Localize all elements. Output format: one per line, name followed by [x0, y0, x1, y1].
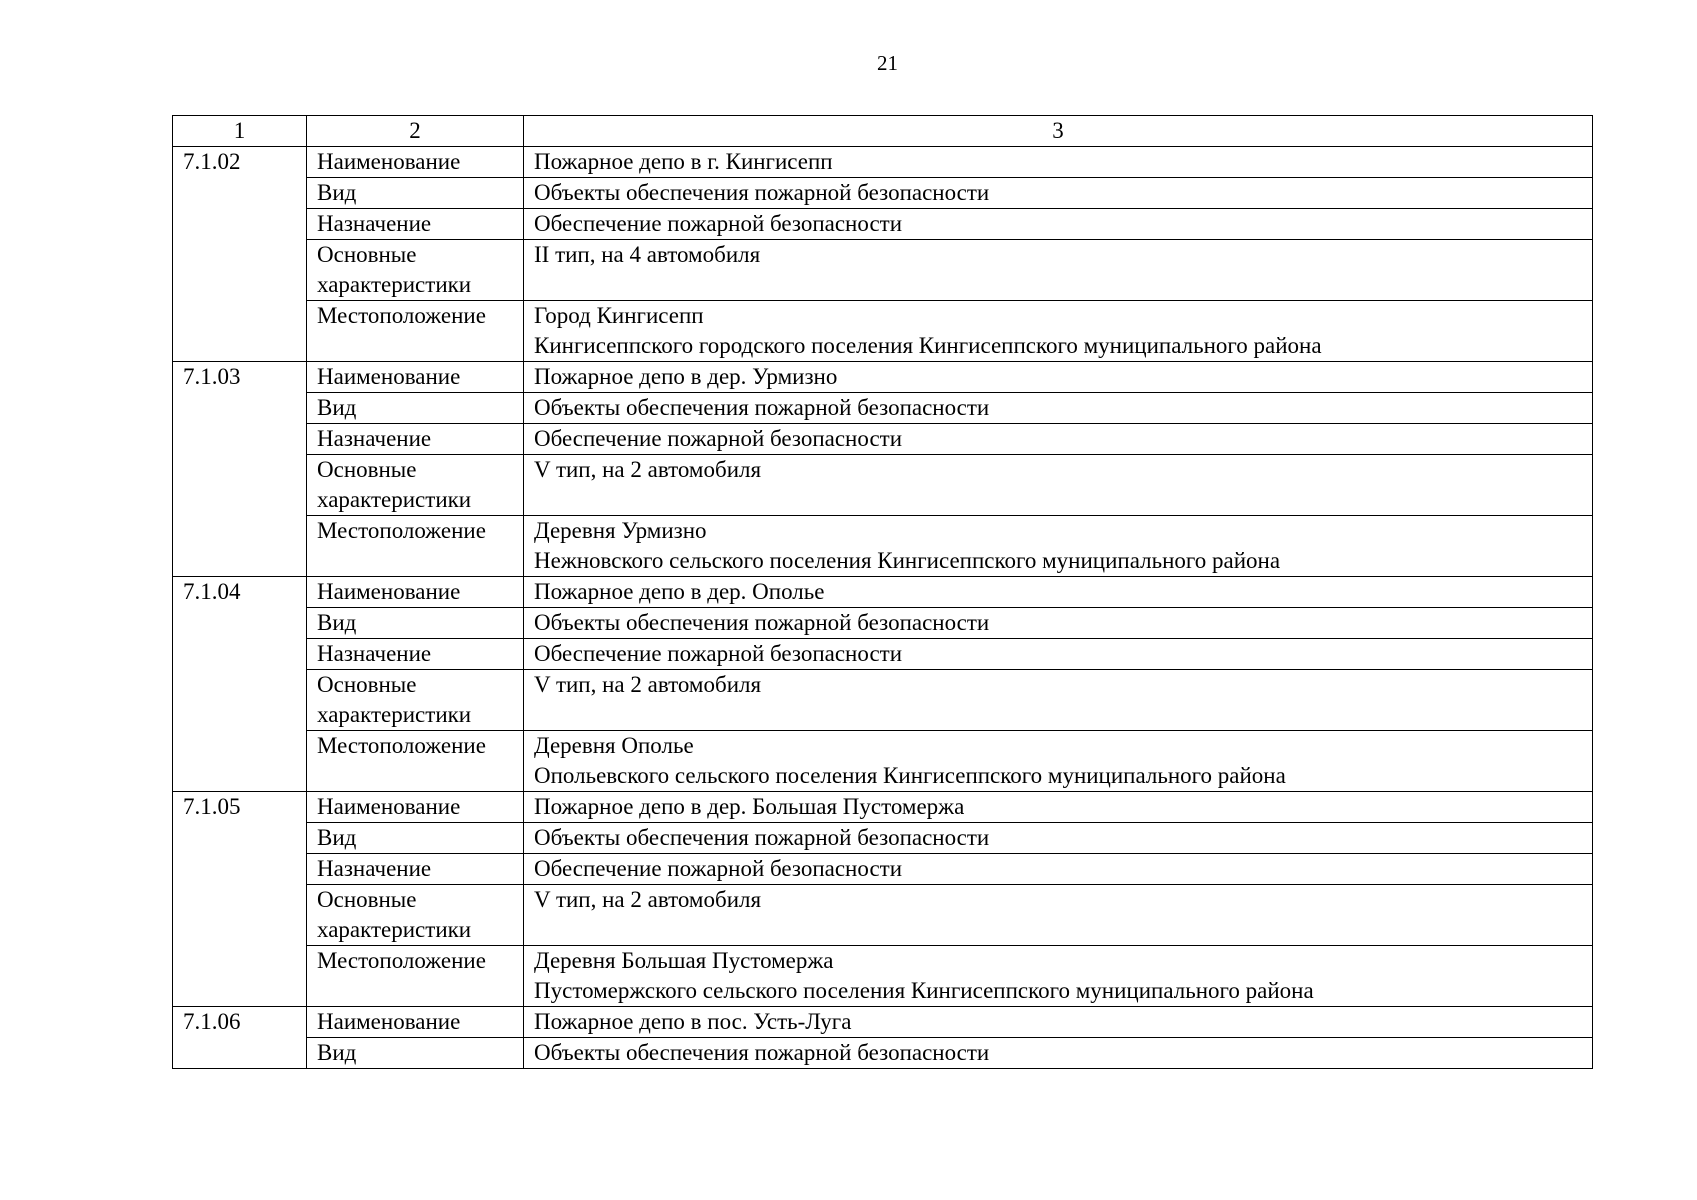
value-characteristics: V тип, на 2 автомобиля	[524, 455, 1593, 516]
value-location-line2: Нежновского сельского поселения Кингисеппского муниципального района	[534, 548, 1281, 573]
value-location-line1: Город Кингисепп	[534, 303, 704, 328]
page-number: 21	[877, 51, 898, 75]
entry-code: 7.1.02	[173, 147, 307, 362]
entry-code: 7.1.04	[173, 577, 307, 792]
value-location	[524, 516, 1593, 577]
label-name: Наименование	[307, 1007, 524, 1038]
table-row	[173, 946, 1593, 1007]
column-header-1: 1	[173, 116, 307, 147]
value-name: Пожарное депо в г. Кингисепп	[524, 147, 1593, 178]
label-characteristics-line2: характеристики	[317, 917, 472, 942]
value-purpose: Обеспечение пожарной безопасности	[524, 854, 1593, 885]
objects-table	[172, 115, 1593, 1069]
label-characteristics-line1: Основные	[317, 457, 417, 482]
label-purpose: Назначение	[307, 639, 524, 670]
table-row	[173, 823, 1593, 854]
label-name: Наименование	[307, 792, 524, 823]
label-characteristics	[307, 455, 524, 516]
value-characteristics: V тип, на 2 автомобиля	[524, 885, 1593, 946]
value-location	[524, 731, 1593, 792]
entry-code: 7.1.03	[173, 362, 307, 577]
label-location: Местоположение	[307, 516, 524, 577]
label-purpose: Назначение	[307, 209, 524, 240]
label-characteristics	[307, 240, 524, 301]
table-row	[173, 209, 1593, 240]
table-row	[173, 393, 1593, 424]
label-name: Наименование	[307, 577, 524, 608]
value-name: Пожарное депо в дер. Ополье	[524, 577, 1593, 608]
table-header-row	[173, 116, 1593, 147]
table-row	[173, 178, 1593, 209]
value-kind: Объекты обеспечения пожарной безопасности	[524, 823, 1593, 854]
label-kind: Вид	[307, 393, 524, 424]
value-characteristics: V тип, на 2 автомобиля	[524, 670, 1593, 731]
label-name: Наименование	[307, 362, 524, 393]
label-kind: Вид	[307, 178, 524, 209]
table-row	[173, 854, 1593, 885]
table-row	[173, 792, 1593, 823]
value-name: Пожарное депо в дер. Большая Пустомержа	[524, 792, 1593, 823]
table-row	[173, 1038, 1593, 1069]
table-row	[173, 240, 1593, 301]
value-location-line2: Кингисеппского городского поселения Кингисеппского муниципального района	[534, 333, 1322, 358]
value-location-line2: Пустомержского сельского поселения Кингисеппского муниципального района	[534, 978, 1314, 1003]
table-row	[173, 608, 1593, 639]
table-row	[173, 1007, 1593, 1038]
entry-code: 7.1.05	[173, 792, 307, 1007]
label-location: Местоположение	[307, 731, 524, 792]
value-kind: Объекты обеспечения пожарной безопасности	[524, 178, 1593, 209]
value-location-line1: Деревня Ополье	[534, 733, 694, 758]
label-characteristics-line2: характеристики	[317, 702, 472, 727]
value-purpose: Обеспечение пожарной безопасности	[524, 639, 1593, 670]
table-row	[173, 301, 1593, 362]
table-row	[173, 424, 1593, 455]
label-kind: Вид	[307, 823, 524, 854]
table-row	[173, 885, 1593, 946]
value-kind: Объекты обеспечения пожарной безопасности	[524, 1038, 1593, 1069]
value-name: Пожарное депо в пос. Усть-Луга	[524, 1007, 1593, 1038]
table-row	[173, 147, 1593, 178]
value-location	[524, 301, 1593, 362]
label-purpose: Назначение	[307, 424, 524, 455]
value-characteristics: II тип, на 4 автомобиля	[524, 240, 1593, 301]
value-kind: Объекты обеспечения пожарной безопасности	[524, 608, 1593, 639]
column-header-3: 3	[524, 116, 1593, 147]
value-purpose: Обеспечение пожарной безопасности	[524, 424, 1593, 455]
value-kind: Объекты обеспечения пожарной безопасности	[524, 393, 1593, 424]
table-row	[173, 577, 1593, 608]
table-row	[173, 731, 1593, 792]
table-row	[173, 362, 1593, 393]
label-kind: Вид	[307, 1038, 524, 1069]
label-location: Местоположение	[307, 301, 524, 362]
label-kind: Вид	[307, 608, 524, 639]
value-location-line2: Опольевского сельского поселения Кингисеппского муниципального района	[534, 763, 1286, 788]
label-characteristics	[307, 885, 524, 946]
value-name: Пожарное депо в дер. Урмизно	[524, 362, 1593, 393]
table-row	[173, 455, 1593, 516]
label-purpose: Назначение	[307, 854, 524, 885]
entry-code: 7.1.06	[173, 1007, 307, 1069]
label-characteristics-line1: Основные	[317, 242, 417, 267]
label-characteristics-line2: характеристики	[317, 487, 472, 512]
value-purpose: Обеспечение пожарной безопасности	[524, 209, 1593, 240]
label-characteristics	[307, 670, 524, 731]
table-row	[173, 670, 1593, 731]
table-row	[173, 516, 1593, 577]
label-characteristics-line1: Основные	[317, 672, 417, 697]
value-location-line1: Деревня Урмизно	[534, 518, 707, 543]
label-location: Местоположение	[307, 946, 524, 1007]
column-header-2: 2	[307, 116, 524, 147]
table-row	[173, 639, 1593, 670]
value-location-line1: Деревня Большая Пустомержа	[534, 948, 834, 973]
value-location	[524, 946, 1593, 1007]
label-characteristics-line1: Основные	[317, 887, 417, 912]
label-name: Наименование	[307, 147, 524, 178]
label-characteristics-line2: характеристики	[317, 272, 472, 297]
